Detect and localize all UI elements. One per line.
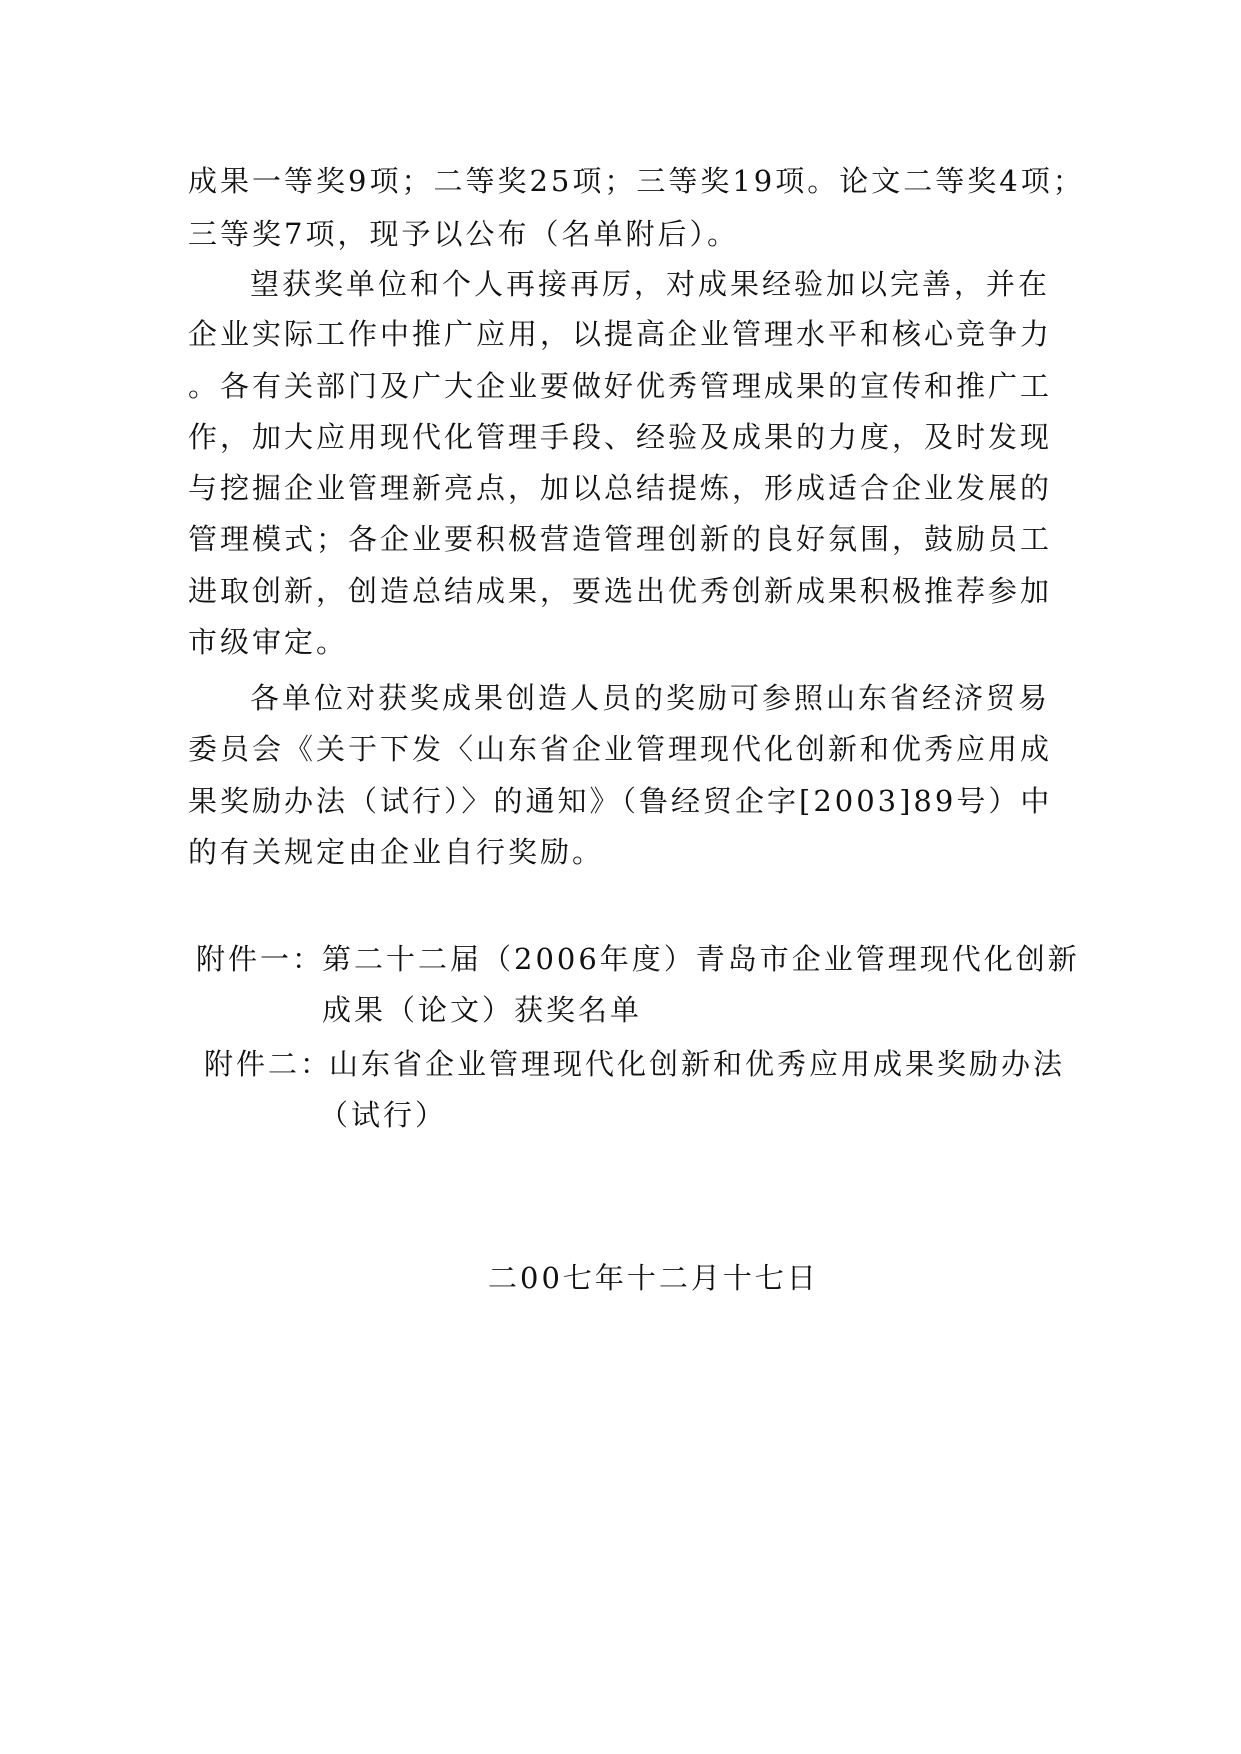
- text-line: 各单位对获奖成果创造人员的奖励可参照山东省经济贸易: [250, 681, 1051, 715]
- document-date: 二00七年十二月十七日: [488, 1261, 819, 1295]
- attachment-title-line: 山东省企业管理现代化创新和优秀应用成果奖励办法: [329, 1047, 1066, 1081]
- text-line: 三等奖7项，现予以公布（名单附后）。: [188, 217, 739, 251]
- text-line: 的有关规定由企业自行奖励。: [188, 835, 605, 869]
- text-line: 果奖励办法（试行）〉的通知》（鲁经贸企字[2003]89号）中: [188, 784, 1053, 818]
- attachment-title-line: （试行）: [319, 1098, 448, 1132]
- attachment-title-line: 成果（论文）获奖名单: [322, 993, 643, 1027]
- text-line: 委员会《关于下发〈山东省企业管理现代化创新和优秀应用成: [188, 732, 1053, 766]
- text-line: 管理模式；各企业要积极营造管理创新的良好氛围，鼓励员工: [188, 522, 1053, 556]
- attachment-label: 附件二：: [204, 1047, 333, 1081]
- text-line: 成果一等奖9项；二等奖25项；三等奖19项。论文二等奖4项；: [188, 164, 1085, 198]
- text-line: 进取创新，创造总结成果，要选出优秀创新成果积极推荐参加: [188, 574, 1053, 608]
- text-line: 与挖掘企业管理新亮点，加以总结提炼，形成适合企业发展的: [188, 471, 1053, 505]
- attachment-label: 附件一：: [196, 942, 325, 976]
- text-line: 作，加大应用现代化管理手段、经验及成果的力度，及时发现: [188, 420, 1053, 454]
- text-line: 。各有关部门及广大企业要做好优秀管理成果的宣传和推广工: [188, 369, 1053, 403]
- text-line: 市级审定。: [188, 625, 349, 659]
- text-line: 企业实际工作中推广应用，以提高企业管理水平和核心竞争力: [188, 317, 1053, 351]
- text-line: 望获奖单位和个人再接再厉，对成果经验加以完善，并在: [250, 267, 1051, 301]
- attachment-title-line: 第二十二届（2006年度）青岛市企业管理现代化创新: [322, 942, 1080, 976]
